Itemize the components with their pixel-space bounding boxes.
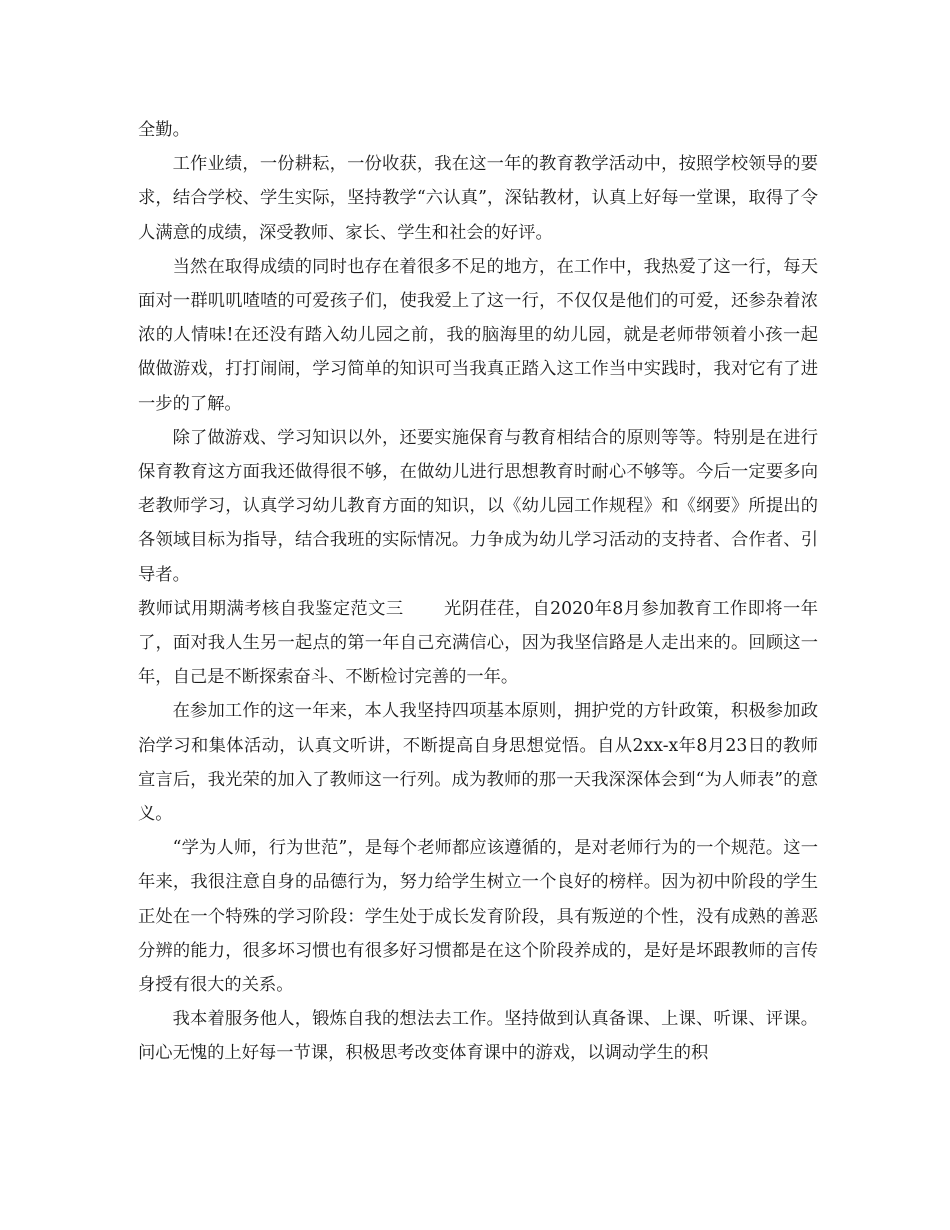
document-body	[138, 113, 818, 1071]
section-intro-text: 光阴荏荏，自2020年8月参加教育工作即将一年了，面对我人生另一起点的第一年自己充满信心，因为我坚信路是人走出来的。回顾这一年，自己是不断探索奋斗、不断检讨完善的一年。	[138, 598, 818, 688]
paragraph: 我本着服务他人，锻炼自我的想法去工作。坚持做到认真备课、上课、听课、评课。问心无愧的上好每一节课，积极思考改变体育课中的游戏，以调动学生的积	[138, 1009, 818, 1064]
paragraph: 工作业绩，一份耕耘，一份收获，我在这一年的教育教学活动中，按照学校领导的要求，结合学校、学生实际，坚持教学“六认真”，深钻教材，认真上好每一堂课，取得了令人满意的成绩，深受教师、家长、学生和社会的好评。	[138, 154, 818, 243]
paragraph: 全勤。	[138, 120, 190, 140]
section-paragraph	[138, 592, 818, 695]
paragraph: “学为人师，行为世范”，是每个老师都应该遵循的，是对老师行为的一个规范。这一年来，我很注意自身的品德行为，努力给学生树立一个良好的榜样。因为初中阶段的学生正处在一个特殊的学习阶段：学生处于成长发育阶段，具有叛逆的个性，没有成熟的善恶分辨的能力，很多坏习惯也有很多好习惯都是在这个阶段养成的，是好是坏跟教师的言传身授有很大的关系。	[138, 838, 818, 996]
section-title: 教师试用期满考核自我鉴定范文三	[138, 598, 404, 619]
paragraph: 当然在取得成绩的同时也存在着很多不足的地方，在工作中，我热爱了这一行，每天面对一群叽叽喳喳的可爱孩子们，使我爱上了这一行，不仅仅是他们的可爱，还参杂着浓浓的人情味!在还没有踏入幼儿园之前，我的脑海里的幼儿园，就是老师带领着小孩一起做做游戏，打打闹闹，学习简单的知识可当我真正踏入这工作当中实践时，我对它有了进一步的了解。	[138, 256, 818, 414]
paragraph: 除了做游戏、学习知识以外，还要实施保育与教育相结合的原则等等。特别是在进行保育教育这方面我还做得很不够，在做幼儿进行思想教育时耐心不够等。今后一定要多向老教师学习，认真学习幼儿教育方面的知识，以《幼儿园工作规程》和《纲要》所提出的各领域目标为指导，结合我班的实际情况。力争成为幼儿学习活动的支持者、合作者、引导者。	[138, 427, 818, 585]
paragraph: 在参加工作的这一年来，本人我坚持四项基本原则，拥护党的方针政策，积极参加政治学习和集体活动，认真文听讲，不断提高自身思想觉悟。自从2xx-x年8月23日的教师宣言后，我光荣的加入了教师这一行列。成为教师的那一天我深深体会到“为人师表”的意义。	[138, 701, 818, 825]
